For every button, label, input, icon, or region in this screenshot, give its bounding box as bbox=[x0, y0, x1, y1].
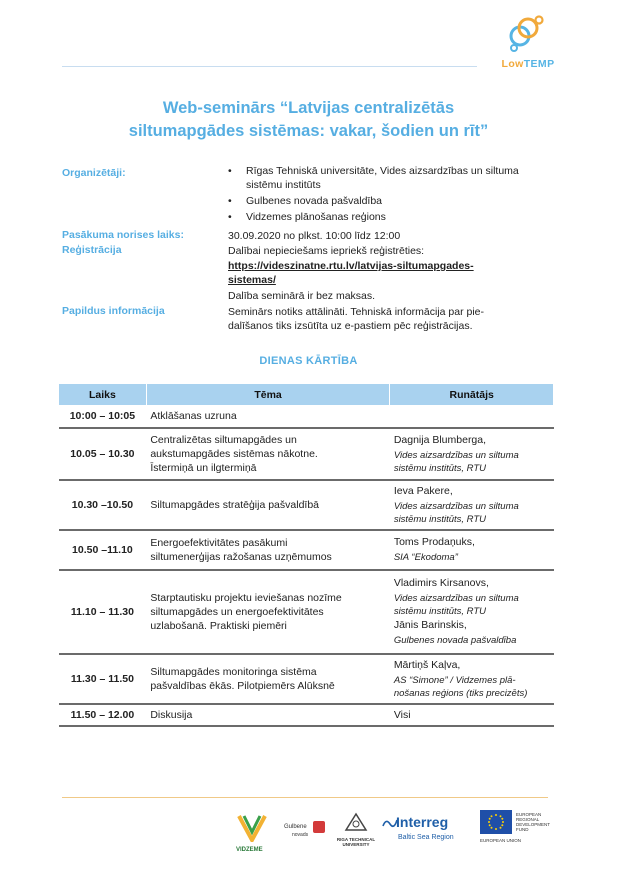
header-speaker: Runātājs bbox=[390, 384, 554, 406]
agenda-topic-line: pašvaldības ēkās. Pilotpiemērs Alūksnē bbox=[150, 679, 335, 692]
registration-label: Reģistrācija bbox=[62, 244, 122, 256]
table-row bbox=[59, 480, 554, 530]
agenda-time: 11.10 – 11.30 bbox=[59, 570, 147, 654]
time-value: 30.09.2020 no plkst. 10:00 līdz 12:00 bbox=[228, 230, 401, 242]
registration-free-note: Dalība seminārā ir bez maksas. bbox=[228, 290, 376, 302]
table-row bbox=[59, 530, 554, 570]
time-label: Pasākuma norises laiks: bbox=[62, 229, 184, 241]
organizers-list bbox=[228, 164, 548, 226]
agenda-time: 10:00 – 10:05 bbox=[59, 406, 147, 428]
agenda-topic bbox=[146, 570, 390, 654]
speaker-affiliation: nošanas reģions (tiks precizēts) bbox=[393, 687, 528, 699]
title-line-2: siltumapgādes sistēmas: vakar, šodien un rīt” bbox=[128, 122, 489, 140]
agenda-time: 11.30 – 11.50 bbox=[59, 654, 147, 704]
speaker-affiliation: Vides aizsardzības un siltuma bbox=[393, 500, 519, 512]
speaker-name: Dagnija Blumberga, bbox=[393, 433, 487, 446]
agenda-time: 10.05 – 10.30 bbox=[59, 428, 147, 480]
agenda-speaker bbox=[390, 480, 554, 530]
footer-logos bbox=[236, 808, 556, 854]
interreg-logo: Interreg Baltic Sea Region bbox=[382, 814, 472, 850]
speaker-affiliation: Vides aizsardzības un siltuma bbox=[393, 593, 519, 604]
agenda-topic bbox=[146, 428, 390, 480]
agenda-body bbox=[59, 406, 554, 726]
agenda-topic-line: Siltumapgādes monitoringa sistēma bbox=[150, 665, 317, 678]
agenda-topic-line: Atklāšanas uzruna bbox=[150, 410, 237, 423]
eu-logo: EUROPEAN REGIONAL DEVELOPMENT FUND EUROPEAN UNION bbox=[480, 812, 551, 843]
gulbene-logo: Gulbene novads bbox=[284, 820, 328, 850]
agenda-topic bbox=[146, 530, 390, 570]
speaker-name: Toms Prodaņuks, bbox=[393, 536, 475, 548]
list-item: • Gulbenes novada pašvaldība bbox=[228, 194, 548, 208]
agenda-topic bbox=[146, 654, 390, 704]
speaker-affiliation: sistēmu institūts, RTU bbox=[393, 462, 487, 474]
agenda-topic-line: siltumapgādes un energoefektivitātes bbox=[150, 605, 324, 618]
page-title bbox=[40, 97, 577, 143]
agenda-speaker bbox=[390, 428, 554, 480]
speaker-affiliation: sistēmu institūts, RTU bbox=[393, 513, 487, 525]
speaker-affiliation: AS “Simone” / Vidzemes plā- bbox=[393, 674, 516, 686]
list-item: • Rīgas Tehniskā universitāte, Vides aizsardzības un siltuma sistēmu institūts bbox=[228, 164, 528, 192]
agenda-topic-line: uzlabošanā. Praktiski piemēri bbox=[150, 619, 287, 632]
agenda-speaker bbox=[390, 654, 554, 704]
agenda-topic bbox=[146, 704, 390, 726]
lowtemp-logo bbox=[488, 14, 568, 76]
agenda-time: 10.30 –10.50 bbox=[59, 480, 147, 530]
vidzeme-logo-icon bbox=[236, 812, 268, 842]
agenda-title: DIENAS KĀRTĪBA bbox=[259, 355, 358, 367]
organizers-label: Organizētāji: bbox=[62, 167, 126, 179]
speaker-affiliation: sistēmu institūts, RTU bbox=[393, 606, 487, 617]
speaker-name: Visi bbox=[393, 708, 411, 721]
speaker-affiliation: Gulbenes novada pašvaldība bbox=[393, 635, 517, 646]
registration-link[interactable]: https://videszinatne.rtu.lv/latvijas-siltumapgades- sistemas/ bbox=[228, 260, 474, 286]
table-row bbox=[59, 406, 554, 428]
table-row bbox=[59, 704, 554, 726]
agenda-speaker bbox=[390, 704, 554, 726]
header-topic: Tēma bbox=[146, 384, 390, 406]
bottom-divider bbox=[62, 797, 548, 798]
table-row bbox=[59, 570, 554, 654]
header-time: Laiks bbox=[59, 384, 147, 406]
agenda-time: 11.50 – 12.00 bbox=[59, 704, 147, 726]
speaker-name: Mārtiņš Kaļva, bbox=[393, 658, 461, 671]
title-line-1: Web-seminārs “Latvijas centralizētās bbox=[162, 99, 455, 117]
speaker-affiliation: SIA “Ekodoma” bbox=[393, 552, 458, 563]
top-divider bbox=[62, 66, 477, 67]
gulbene-logo-icon bbox=[312, 820, 326, 834]
extra-info-text: Seminārs notiks attālināti. Tehniskā informācija par pie- dalīšanos tiks izsūtīta uz e-pastiem pēc reģistrācijas. bbox=[228, 306, 485, 332]
extra-info-label: Papildus informācija bbox=[62, 305, 165, 317]
table-row bbox=[59, 428, 554, 480]
agenda-topic-line: Energoefektivitātes pasākumi bbox=[150, 536, 288, 549]
agenda-speaker bbox=[390, 570, 554, 654]
rtu-crest-icon bbox=[344, 812, 368, 832]
agenda-time: 10.50 –11.10 bbox=[59, 530, 147, 570]
table-row bbox=[59, 654, 554, 704]
vidzeme-logo: VIDZEME bbox=[236, 812, 268, 852]
rtu-logo: RIGA TECHNICAL UNIVERSITY bbox=[336, 812, 376, 852]
lowtemp-logo-icon bbox=[506, 14, 546, 54]
eu-flag-icon bbox=[480, 810, 512, 834]
agenda-table bbox=[58, 383, 554, 727]
agenda-topic bbox=[146, 406, 390, 428]
table-header-row bbox=[59, 384, 554, 406]
agenda-speaker bbox=[390, 406, 554, 428]
agenda-speaker bbox=[390, 530, 554, 570]
lowtemp-logo-text: LowTEMP bbox=[501, 58, 555, 70]
agenda-topic-line: Starptautisku projektu ieviešanas nozīme bbox=[150, 591, 342, 604]
speaker-name: Jānis Barinskis, bbox=[393, 619, 467, 631]
agenda-topic-line: aukstumapgādes sistēmas nākotne. bbox=[150, 447, 318, 460]
agenda-topic-line: Centralizētas siltumapgādes un bbox=[150, 433, 297, 446]
agenda-topic bbox=[146, 480, 390, 530]
speaker-name: Ieva Pakere, bbox=[393, 484, 453, 497]
list-item: • Vidzemes plānošanas reģions bbox=[228, 210, 548, 224]
agenda-topic-line: siltumenerģijas ražošanas uzņēmumos bbox=[150, 550, 332, 563]
agenda-topic-line: Diskusija bbox=[150, 708, 193, 721]
speaker-name: Vladimirs Kirsanovs, bbox=[393, 577, 489, 589]
speaker-affiliation: Vides aizsardzības un siltuma bbox=[393, 449, 519, 461]
agenda-topic-line: Īstermiņā un ilgtermiņā bbox=[150, 461, 257, 474]
registration-text: Dalībai nepieciešams iepriekš reģistrēties: bbox=[228, 245, 425, 257]
agenda-topic-line: Siltumapgādes stratēģija pašvaldībā bbox=[150, 498, 319, 511]
